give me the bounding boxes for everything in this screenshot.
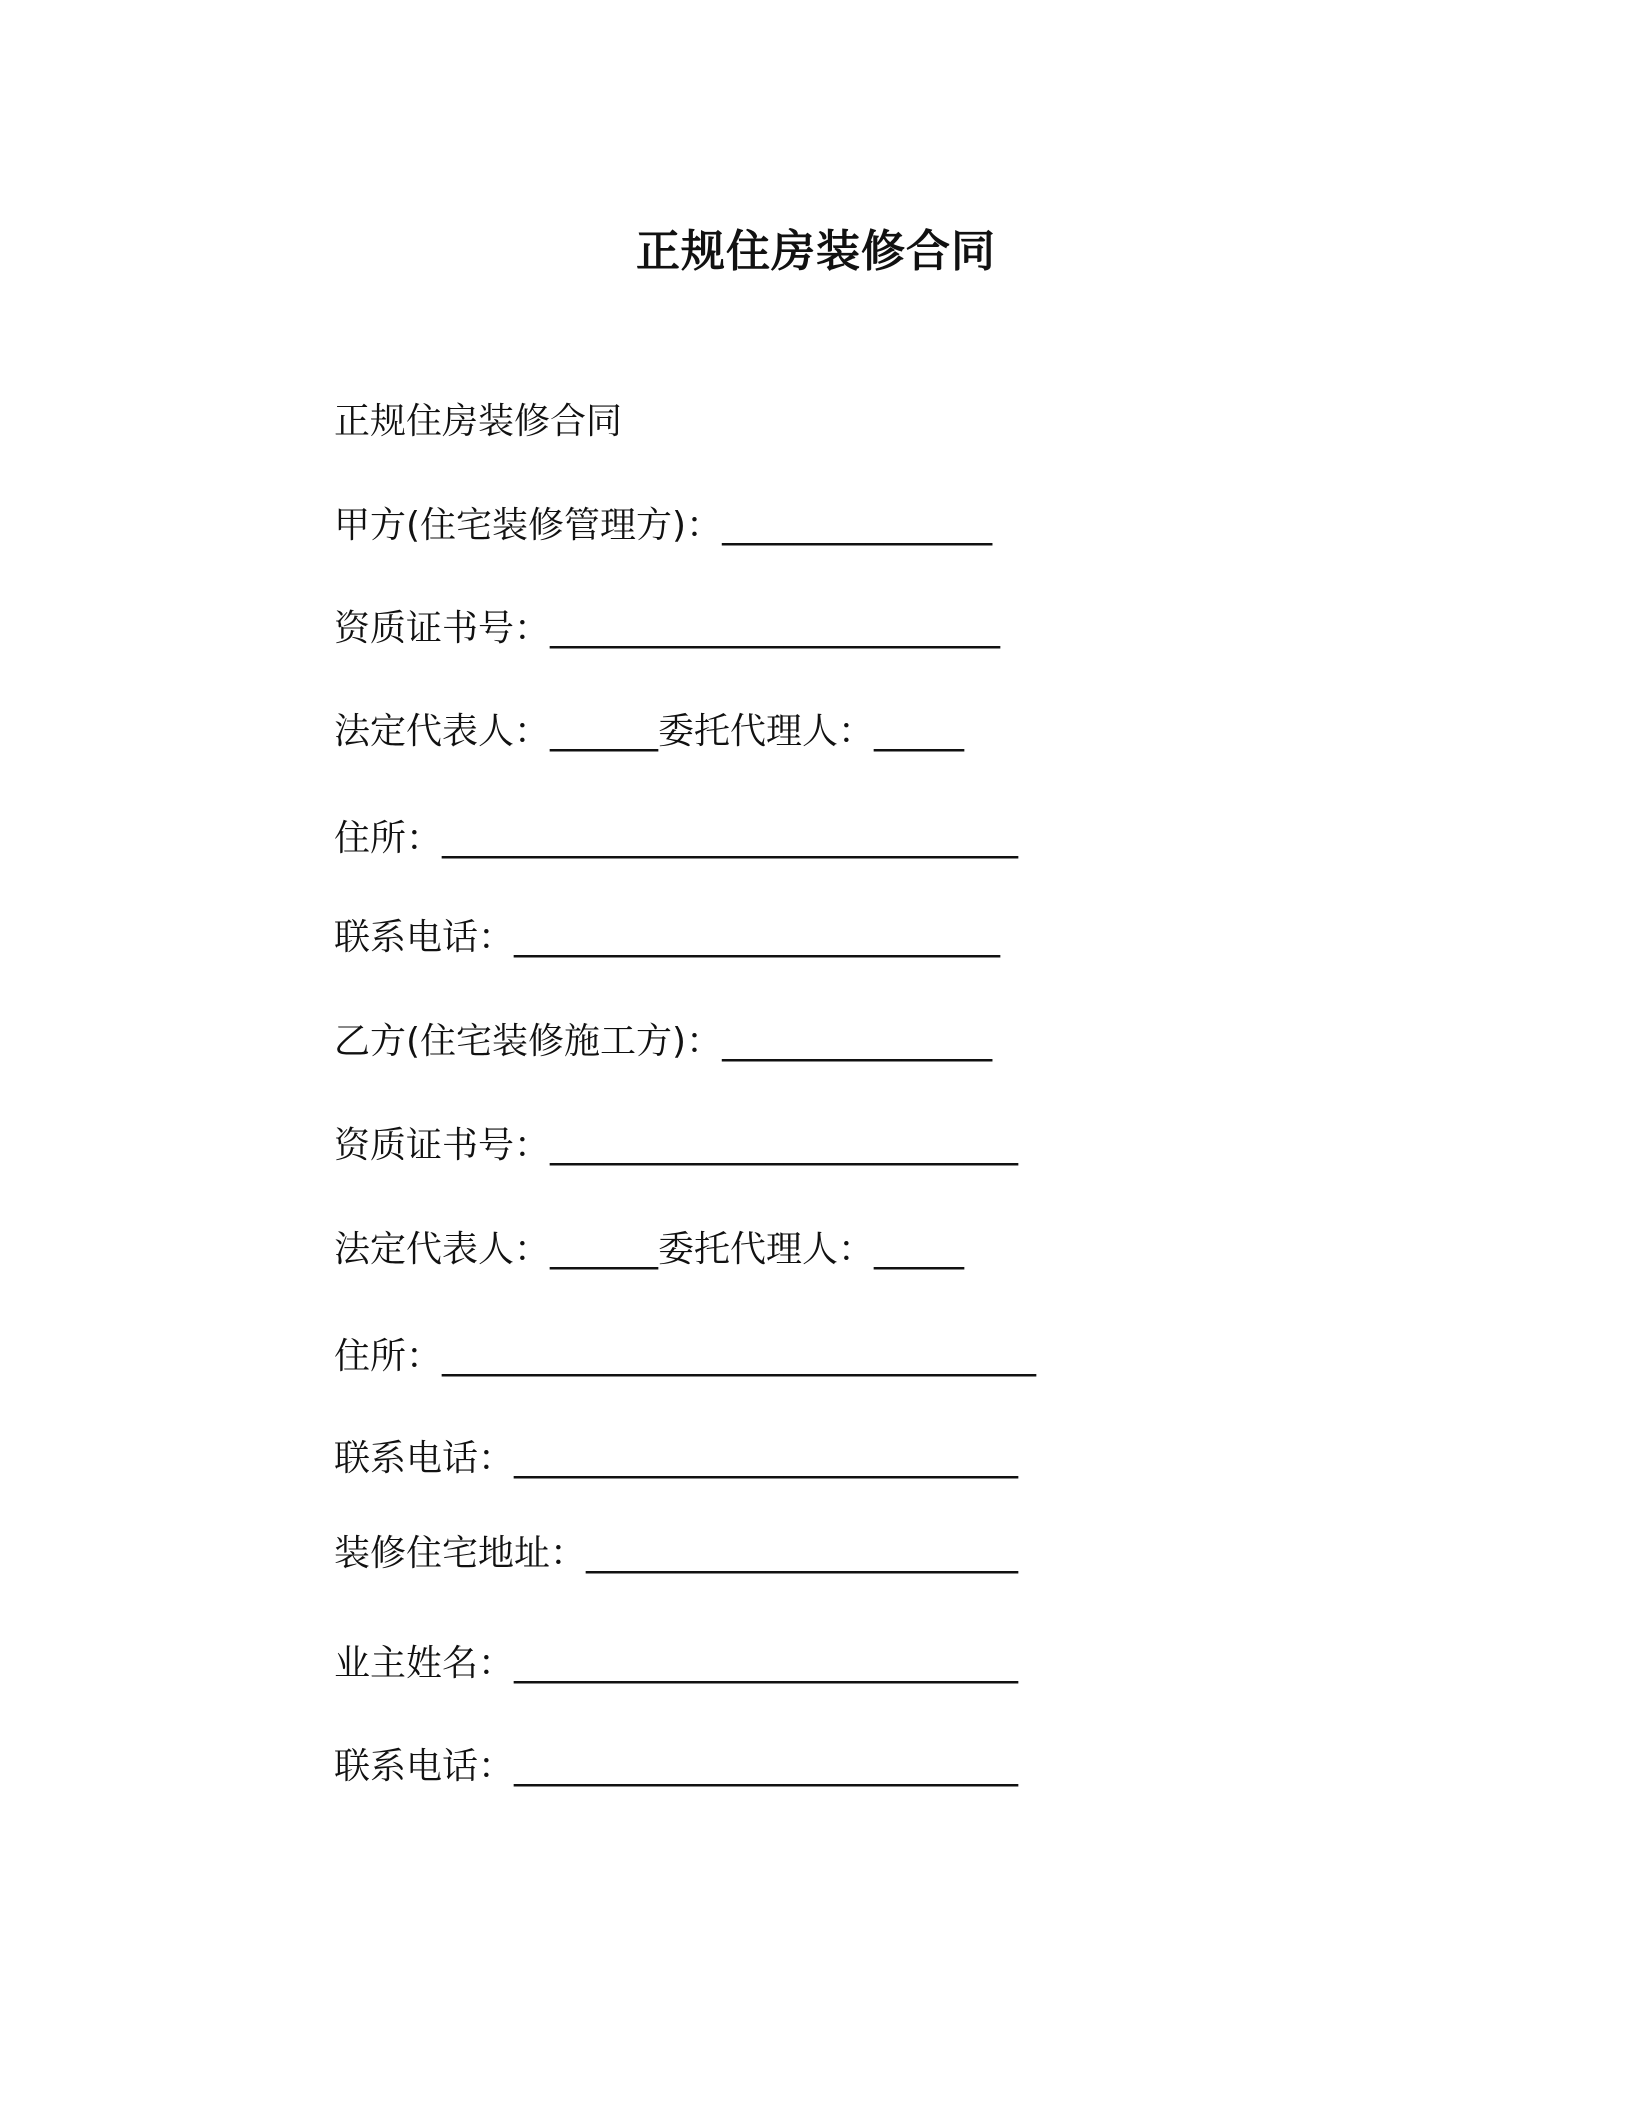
party-a-line: 甲方(住宅装修管理方)：_______________ [334, 505, 993, 546]
party-b-address-line: 住所：_________________________________ [334, 1336, 1037, 1377]
party-b-representative-line: 法定代表人：______委托代理人：_____ [334, 1229, 965, 1270]
party-b-phone-line: 联系电话：____________________________ [334, 1438, 1019, 1479]
owner-name-line: 业主姓名：____________________________ [334, 1643, 1019, 1684]
party-a-certificate-line: 资质证书号：_________________________ [334, 608, 1001, 649]
subtitle-line: 正规住房装修合同 [334, 401, 623, 442]
party-a-address-line: 住所：________________________________ [334, 818, 1019, 859]
party-b-certificate-line: 资质证书号：__________________________ [334, 1125, 1019, 1166]
owner-phone-line: 联系电话：____________________________ [334, 1746, 1019, 1787]
document-title: 正规住房装修合同 [636, 226, 996, 277]
party-a-phone-line: 联系电话：___________________________ [334, 917, 1001, 958]
residence-address-line: 装修住宅地址：________________________ [334, 1533, 1019, 1574]
party-a-representative-line: 法定代表人：______委托代理人：_____ [334, 711, 965, 752]
party-b-line: 乙方(住宅装修施工方)：_______________ [334, 1021, 993, 1062]
